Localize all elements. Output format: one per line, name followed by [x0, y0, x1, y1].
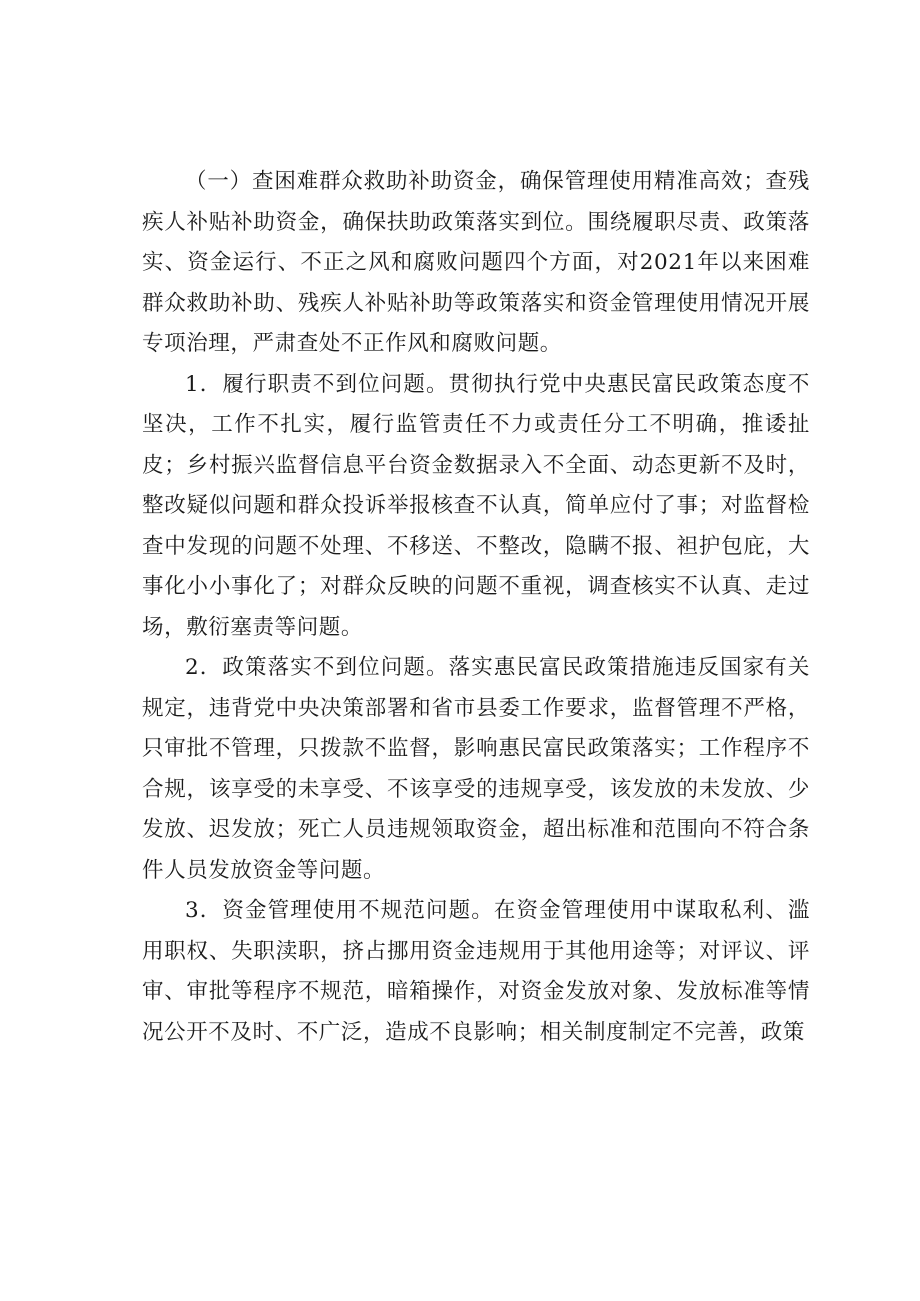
paragraph-intro: （一）查困难群众救助补助资金，确保管理使用精准高效；查残疾人补贴补助资金，确保扶助政策落实到位。围绕履职尽责、政策落实、资金运行、不正之风和腐败问题四个方面，对2021年以来困难群众救助补助、残疾人补贴补助等政策落实和资金管理使用情况开展专项治理，严肃查处不正作风和腐败问题。 [142, 169, 810, 356]
document-body [142, 162, 810, 1053]
paragraph-item-3: 3．资金管理使用不规范问题。在资金管理使用中谋取私利、滥用职权、失职渎职，挤占挪用资金违规用于其他用途等；对评议、评审、审批等程序不规范，暗箱操作，对资金发放对象、发放标准等情况公开不及时、不广泛，造成不良影响；相关制度制定不完善，政策 [142, 898, 810, 1045]
paragraph-item-1: 1．履行职责不到位问题。贯彻执行党中央惠民富民政策态度不坚决，工作不扎实，履行监管责任不力或责任分工不明确，推诿扯皮；乡村振兴监督信息平台资金数据录入不全面、动态更新不及时，整改疑似问题和群众投诉举报核查不认真，简单应付了事；对监督检查中发现的问题不处理、不移送、不整改，隐瞒不报、袒护包庇，大事化小小事化了；对群众反映的问题不重视，调查核实不认真、走过场，敷衍塞责等问题。 [142, 371, 810, 640]
paragraph-item-2: 2．政策落实不到位问题。落实惠民富民政策措施违反国家有关规定，违背党中央决策部署和省市县委工作要求，监督管理不严格，只审批不管理，只拨款不监督，影响惠民富民政策落实；工作程序不合规，该享受的未享受、不该享受的违规享受，该发放的未发放、少发放、迟发放；死亡人员违规领取资金，超出标准和范围向不符合条件人员发放资金等问题。 [142, 655, 810, 883]
